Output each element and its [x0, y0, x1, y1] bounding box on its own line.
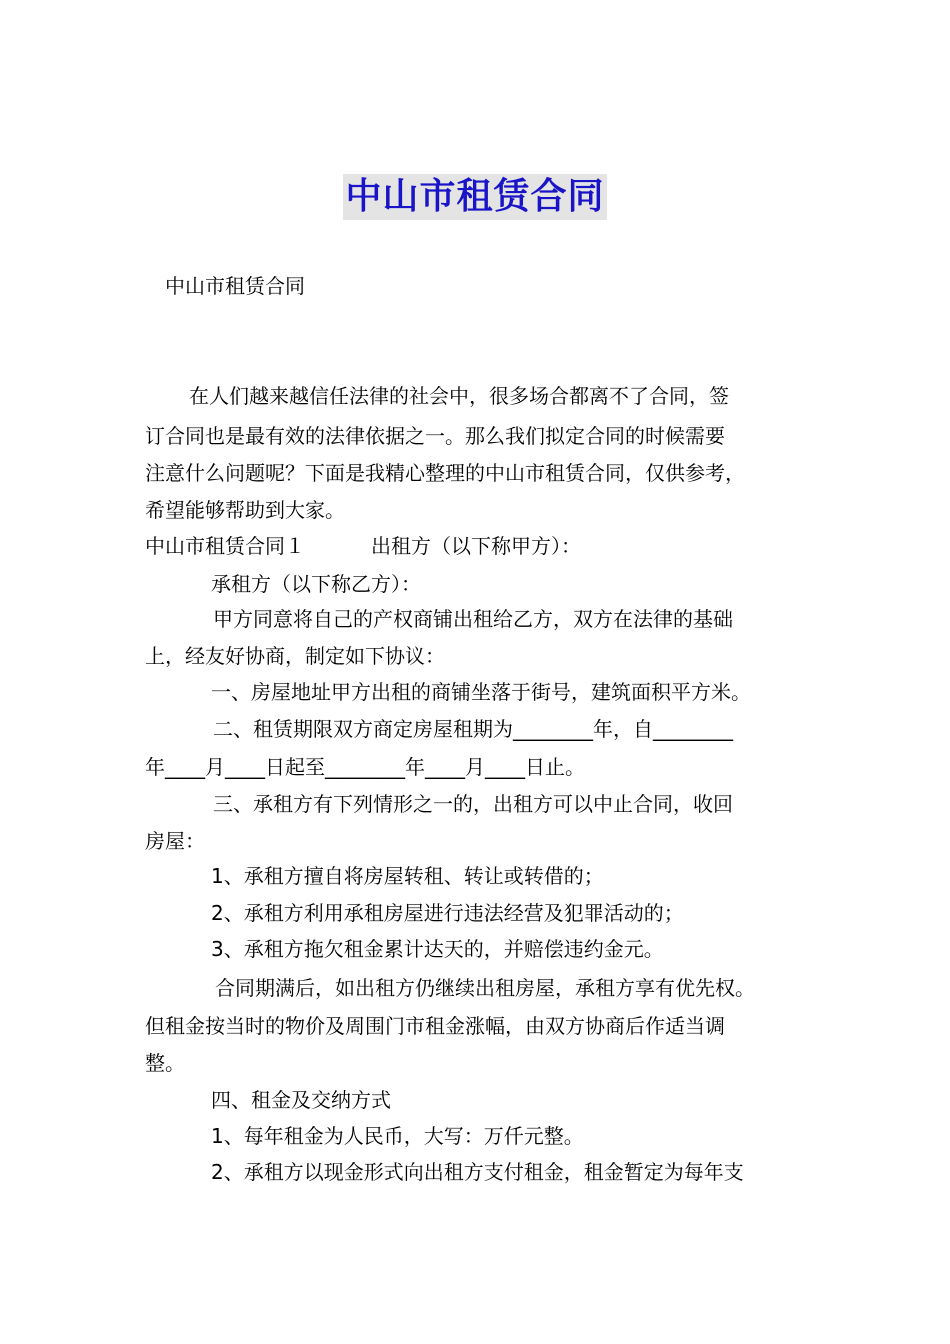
clause-4-item-2: 2、承租方以现金形式向出租方支付租金，租金暂定为每年支: [211, 1160, 744, 1184]
clause-3-item-1: 1、承租方擅自将房屋转租、转让或转借的；: [211, 864, 604, 888]
clause-4-heading: 四、租金及交纳方式: [211, 1088, 391, 1112]
clause-2-line-1: 二、租赁期限双方商定房屋租期为________年，自________: [213, 717, 733, 741]
clause-1: 一、房屋地址甲方出租的商铺坐落于街号，建筑面积平方米。: [211, 680, 751, 704]
intro-line-1: 在人们越来越信任法律的社会中，很多场合都离不了合同，签: [189, 384, 729, 408]
document-title: 中山市租赁合同: [343, 174, 606, 220]
lessor-label: 出租方（以下称甲方）：: [371, 534, 581, 558]
intro-line-3: 注意什么问题呢？下面是我精心整理的中山市租赁合同，仅供参考，: [145, 461, 745, 485]
clause-3-line-2: 房屋：: [145, 829, 205, 853]
contract-heading: 中山市租赁合同１: [145, 534, 305, 558]
document-subtitle: 中山市租赁合同: [165, 274, 305, 298]
clause-3-line-1: 三、承租方有下列情形之一的，出租方可以中止合同，收回: [213, 792, 733, 816]
intro-line-2: 订合同也是最有效的法律依据之一。那么我们拟定合同的时候需要: [145, 424, 725, 448]
clause-3-item-3: 3、承租方拖欠租金累计达天的，并赔偿违约金元。: [211, 937, 664, 961]
renewal-line-3: 整。: [145, 1051, 185, 1075]
agreement-line-2: 上，经友好协商，制定如下协议：: [145, 644, 445, 668]
renewal-line-1: 合同期满后，如出租方仍继续出租房屋，承租方享有优先权。: [215, 976, 755, 1000]
intro-line-4: 希望能够帮助到大家。: [145, 498, 345, 522]
clause-3-item-2: 2、承租方利用承租房屋进行违法经营及犯罪活动的；: [211, 901, 684, 925]
clause-4-item-1: 1、每年租金为人民币，大写：万仟元整。: [211, 1124, 584, 1148]
renewal-line-2: 但租金按当时的物价及周围门市租金涨幅，由双方协商后作适当调: [145, 1014, 725, 1038]
lessee-label: 承租方（以下称乙方）：: [211, 572, 421, 596]
clause-2-line-2: 年____月____日起至________年____月____日止。: [145, 755, 585, 779]
agreement-line-1: 甲方同意将自己的产权商铺出租给乙方，双方在法律的基础: [213, 607, 733, 631]
contract-heading-line: [145, 532, 581, 560]
document-title-wrapper: [0, 174, 950, 220]
